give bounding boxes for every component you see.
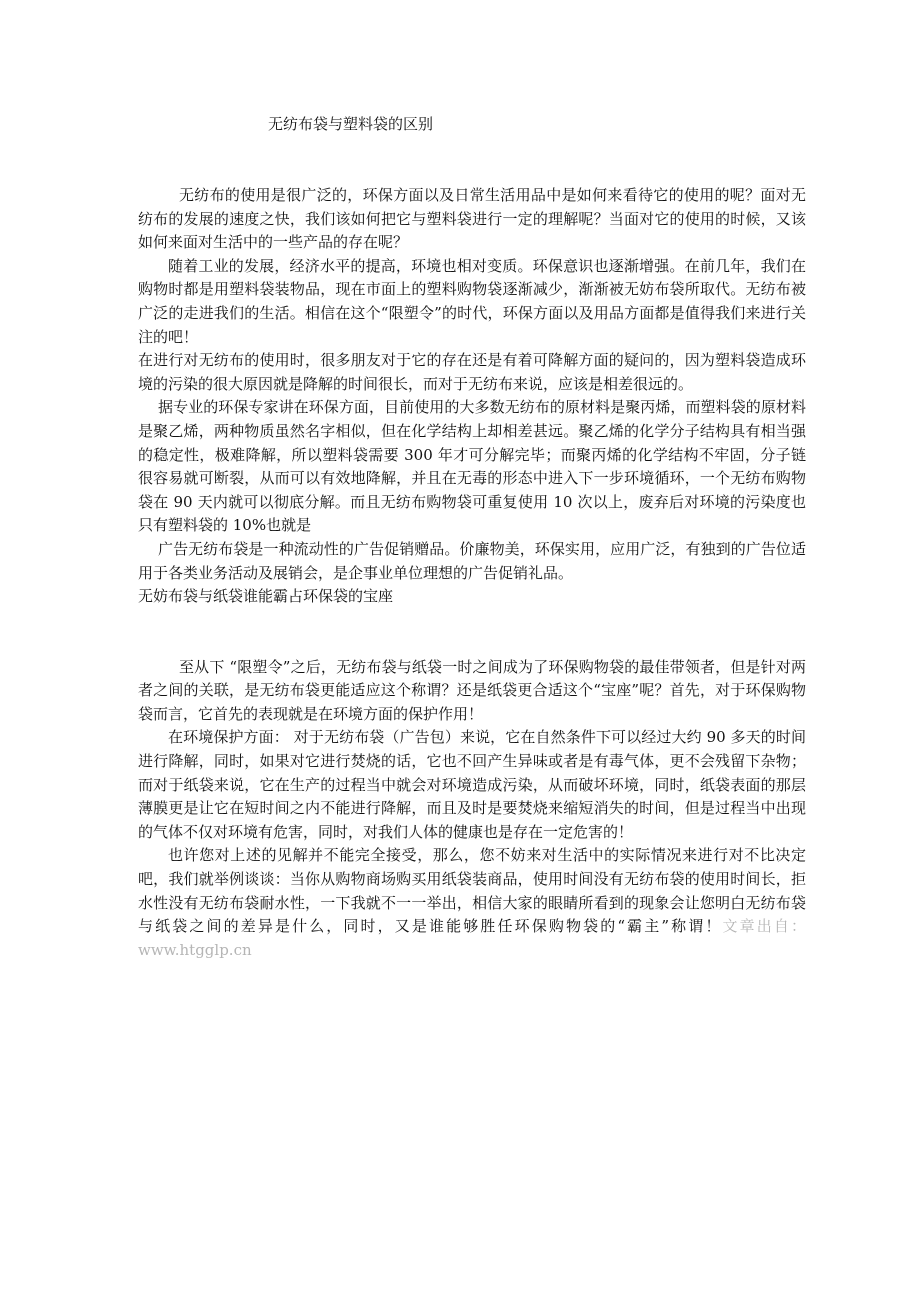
closing-text: 也许您对上述的见解并不能完全接受，那么，您不妨来对生活中的实际情况来进行对不比决定吧，我们就举例谈谈：当你从购物商场购买用纸袋装商品，使用时间没有无纺布袋的使用时间长，拒水性没有无纺布袋耐水性，一下我就不一一举出，相信大家的眼睛所看到的现象会让您明白无纺布袋与纸袋之间的差异是什么，同时，又是谁能够胜任环保购物袋的“霸主”称谓！ bbox=[138, 846, 806, 936]
paragraph-closing bbox=[138, 844, 806, 962]
paragraph-expert: 据专业的环保专家讲在环保方面，目前使用的大多数无纺布的原材料是聚丙烯，而塑料袋的原材料是聚乙烯，两种物质虽然名字相似，但在化学结构上却相差甚远。聚乙烯的化学分子结构具有相当强的稳定性，极难降解，所以塑料袋需要 300 年才可分解完毕；而聚丙烯的化学结构不牢固，分子链很容易就可断裂，从而可以有效地降解，并且在无毒的形态中进入下一步环境循环，一个无纺布购物袋在 90 天内就可以彻底分解。而且无纺布购物袋可重复使用 10 次以上，废弃后对环境的污染度也只有塑料袋的 10%也就是 bbox=[138, 398, 806, 535]
paragraph-intro: 无纺布的使用是很广泛的，环保方面以及日常生活用品中是如何来看待它的使用的呢？面对无纺布的发展的速度之快，我们该如何把它与塑料袋进行一定的理解呢？当面对它的使用的时候，又该如何来面对生活中的一些产品的存在呢？ bbox=[138, 186, 806, 252]
document-body bbox=[138, 184, 806, 962]
paragraph-industry: 随着工业的发展，经济水平的提高，环境也相对变质。环保意识也逐渐增强。在前几年，我们在购物时都是用塑料袋装物品，现在市面上的塑料购物袋逐渐减少，渐渐被无妨布袋所取代。无纺布被广泛的走进我们的生活。相信在这个“限塑令”的时代，环保方面以及用品方面都是值得我们来进行关注的吧！ bbox=[138, 256, 806, 346]
section-heading: 无妨布袋与纸袋谁能霸占环保袋的宝座 bbox=[138, 587, 394, 606]
paragraph-degradation: 在进行对无纺布的使用时，很多朋友对于它的存在还是有着可降解方面的疑问的，因为塑料袋造成环境的污染的很大原因就是降解的时间很长，而对于无纺布来说，应该是相差很远的。 bbox=[138, 351, 806, 393]
source-note: 文章出自：www.htgglp.cn bbox=[138, 917, 806, 959]
spacer bbox=[138, 609, 806, 656]
paragraph-environment: 在环境保护方面： 对于无纺布袋（广告包）来说，它在自然条件下可以经过大约 90 多天的时间进行降解，同时，如果对它进行焚烧的话，它也不回产生异味或者是有毒气体，更不会残留下杂物；而对于纸袋来说，它在生产的过程当中就会对环境造成污染，从而破坏环境，同时，纸袋表面的那层薄膜更是让它在短时间之内不能进行降解，而且及时是要焚烧来缩短消失的时间，但是过程当中出现的气体不仅对环境有危害，同时，对我们人体的健康也是存在一定危害的！ bbox=[138, 728, 806, 841]
document-title: 无纺布袋与塑料袋的区别 bbox=[268, 115, 434, 133]
paragraph-limit-order: 至从下 “限塑令”之后，无纺布袋与纸袋一时之间成为了环保购物袋的最佳带领者，但是针对两者之间的关联，是无纺布袋更能适应这个称谓？还是纸袋更合适这个“宝座”呢？首先，对于环保购物袋而言，它首先的表现就是在环境方面的保护作用！ bbox=[138, 657, 806, 723]
paragraph-advertising: 广告无纺布袋是一种流动性的广告促销赠品。价廉物美，环保实用，应用广泛，有独到的广告位适用于各类业务活动及展销会，是企事业单位理想的广告促销礼品。 bbox=[138, 539, 806, 582]
